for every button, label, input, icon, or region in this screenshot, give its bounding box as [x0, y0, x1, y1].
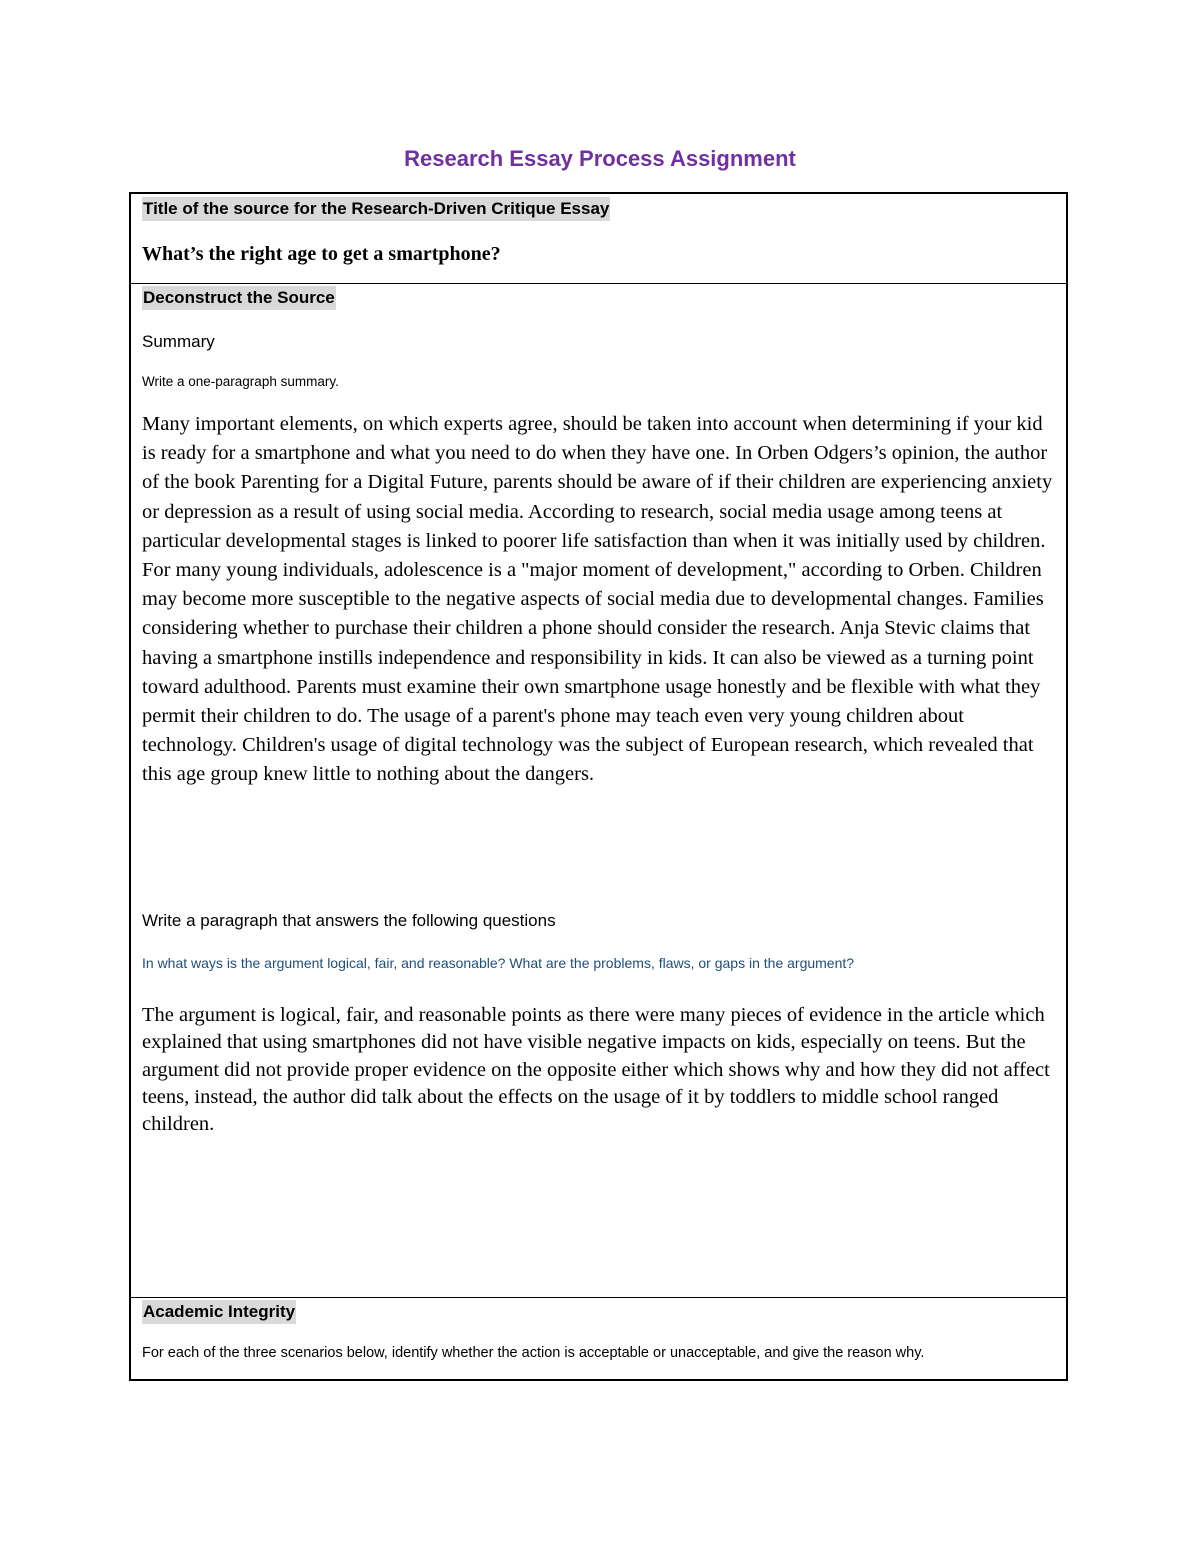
summary-answer: Many important elements, on which experts agree, should be taken into account when determining if your kid is ready for a smartphone and what you need to do when they have one. In Orben Odgers’s opinion, the author of the book Parenting for a Digital Future, parents should be aware of if their children are experiencing anxiety or depression as a result of using social media. According to research, social media usage among teens at particular developmental stages is linked to poorer life satisfaction than when it was initially used by children. For many young individuals, adolescence is a "major moment of development," according to Orben. Children may become more susceptible to the negative aspects of social media due to developmental changes. Families considering whether to purchase their children a phone should consider the research. Anja Stevic claims that having a smartphone instills independence and responsibility in kids. It can also be viewed as a turning point toward adulthood. Parents must examine their own smartphone usage honestly and be flexible with what they permit their children to do. The usage of a parent's phone may teach even very young children about technology. Children's usage of digital technology was the subject of European research, which revealed that this age group knew little to nothing about the dangers.: [142, 413, 1053, 786]
critique-questions: In what ways is the argument logical, fair, and reasonable? What are the problems, flaws, or gaps in the argument?: [142, 955, 855, 971]
source-title-cell: [131, 194, 1066, 283]
academic-integrity-instruction: For each of the three scenarios below, identify whether the action is acceptable or unacceptable, and give the reason why.: [142, 1345, 925, 1361]
deconstruct-label: Deconstruct the Source: [142, 286, 336, 310]
deconstruct-cell: [131, 283, 1066, 1297]
assignment-form-table: [129, 192, 1068, 1381]
critique-answer: The argument is logical, fair, and reasonable points as there were many pieces of evidence in the article which explained that using smartphones did not have visible negative impacts on kids, especially on teens. But the argument did not provide proper evidence on the opposite either which shows why and how they did not affect teens, instead, the author did talk about the effects on the usage of it by toddlers to middle school ranged children.: [142, 1004, 1050, 1136]
critique-heading: Write a paragraph that answers the following questions: [142, 911, 556, 930]
academic-integrity-cell: [131, 1297, 1066, 1379]
source-title-label: Title of the source for the Research-Driven Critique Essay: [142, 197, 610, 221]
summary-heading: Summary: [142, 332, 215, 351]
academic-integrity-label: Academic Integrity: [142, 1300, 296, 1324]
document-title: Research Essay Process Assignment: [404, 146, 796, 171]
summary-instruction: Write a one-paragraph summary.: [142, 374, 339, 389]
source-title-text: What’s the right age to get a smartphone?: [142, 243, 501, 265]
